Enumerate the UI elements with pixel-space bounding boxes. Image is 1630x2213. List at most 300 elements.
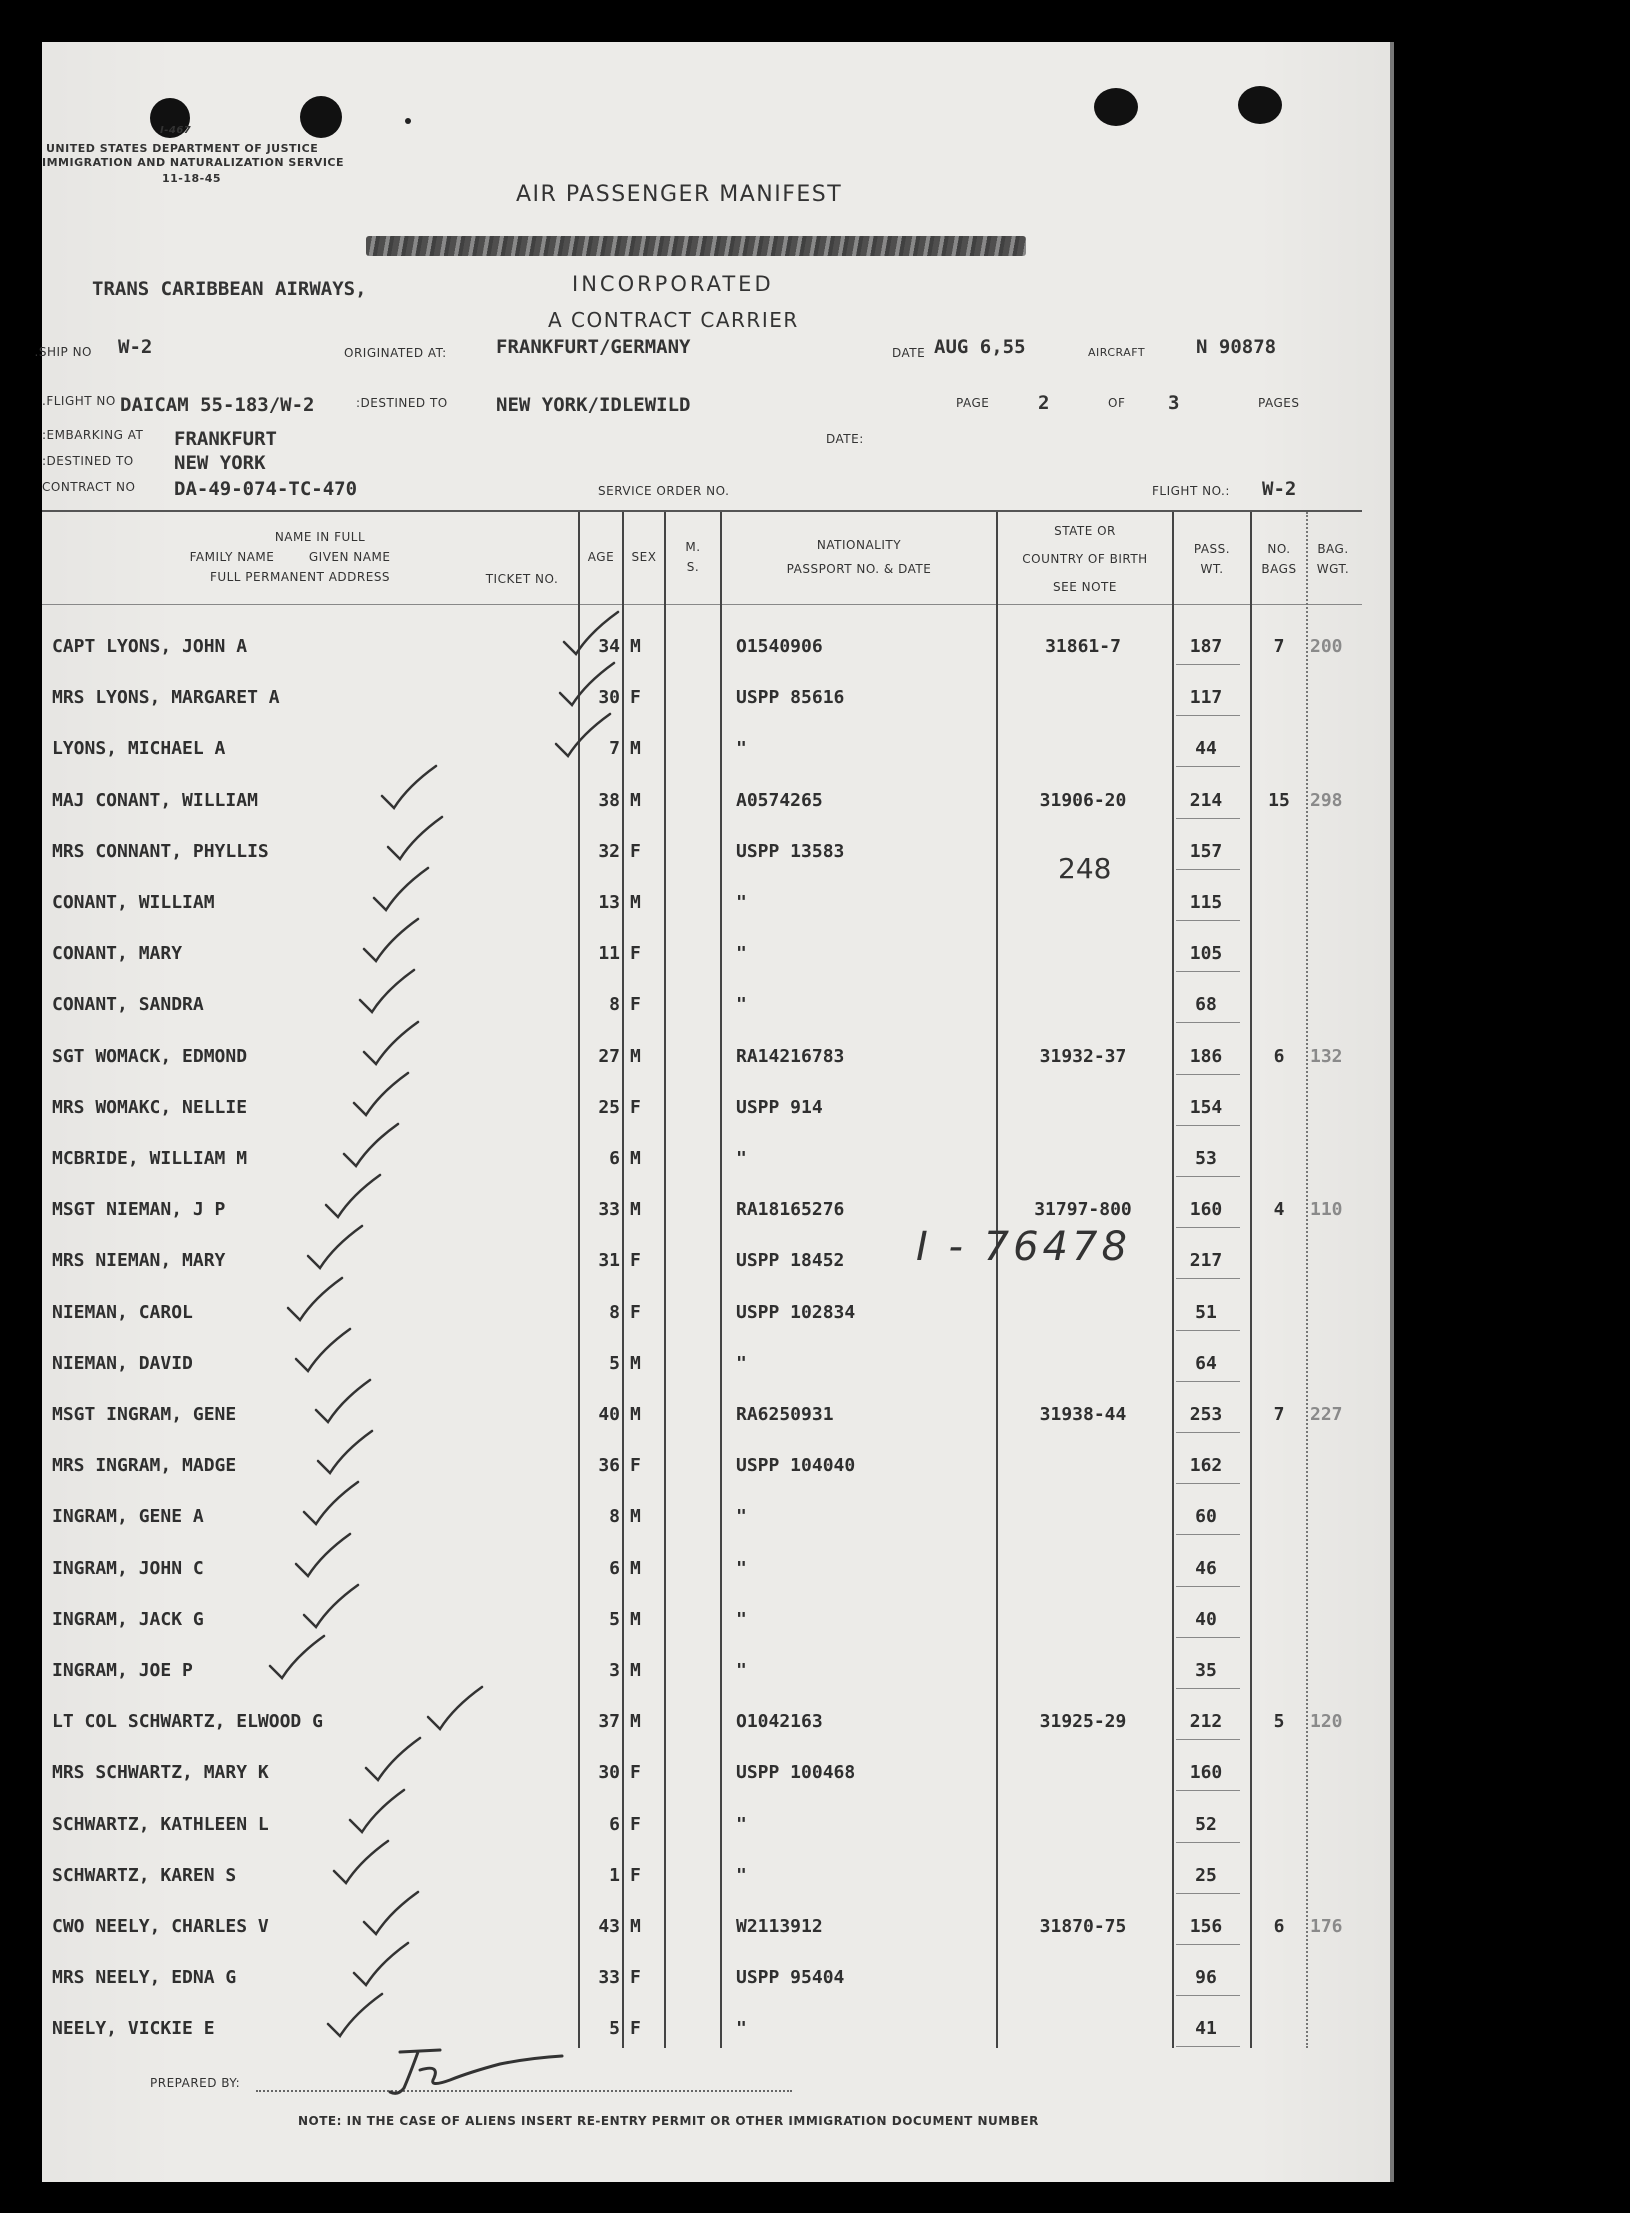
page-title: AIR PASSENGER MANIFEST xyxy=(516,182,843,207)
check-mark xyxy=(370,864,440,914)
table-row xyxy=(0,827,1348,877)
weight-underline xyxy=(1176,1176,1240,1177)
check-mark xyxy=(330,1837,400,1887)
weight-underline xyxy=(1176,1125,1240,1126)
passenger-sex: M xyxy=(630,892,641,913)
speck xyxy=(405,118,411,124)
check-mark xyxy=(350,1939,420,1989)
check-mark xyxy=(312,1376,382,1426)
header-name-line2: FAMILY NAME GIVEN NAME xyxy=(189,550,391,564)
check-mark xyxy=(378,762,448,812)
passenger-sex: M xyxy=(630,1352,641,1374)
passenger-birth: 31797-800 xyxy=(1034,1199,1132,1221)
passenger-sex: F xyxy=(630,1096,641,1118)
header-bags-line2: BAGS xyxy=(1261,562,1297,576)
ship-no-label: SHIP NO. xyxy=(34,345,92,359)
table-row xyxy=(0,980,1348,1030)
passenger-age: 36 xyxy=(598,1455,620,1477)
passenger-passport: O1042163 xyxy=(736,1711,823,1733)
passenger-name: LT COL SCHWARTZ, ELWOOD G xyxy=(52,1711,323,1733)
page-label: PAGE xyxy=(956,396,990,410)
passenger-sex: M xyxy=(630,1557,641,1579)
passenger-sex: F xyxy=(630,840,641,862)
table-row xyxy=(0,673,1348,723)
passenger-weight: 115 xyxy=(1189,892,1223,913)
table-row xyxy=(0,1544,1348,1594)
passenger-age: 5 xyxy=(609,2018,620,2040)
table-row xyxy=(0,1646,1348,1696)
passenger-bag-weight: 227 xyxy=(1310,1404,1343,1425)
weight-underline xyxy=(1176,1074,1240,1075)
passenger-age: 37 xyxy=(598,1711,620,1733)
passenger-sex: F xyxy=(630,1301,641,1323)
passenger-sex: M xyxy=(630,1660,641,1681)
embarking-at-label: EMBARKING AT: xyxy=(42,428,144,442)
table-row xyxy=(0,1032,1348,1082)
passenger-sex: M xyxy=(630,1711,641,1733)
pages-label: PAGES xyxy=(1258,396,1300,410)
check-mark xyxy=(292,1530,362,1580)
passenger-passport: USPP 102834 xyxy=(736,1301,856,1323)
table-row xyxy=(0,1083,1348,1133)
header-age: AGE xyxy=(587,550,615,564)
flight-no2-value: W-2 xyxy=(1262,478,1297,500)
weight-underline xyxy=(1176,1381,1240,1382)
passenger-name: NEELY, VICKIE E xyxy=(52,2018,215,2040)
destined-to-value: NEW YORK/IDLEWILD xyxy=(496,394,691,416)
passenger-passport: " xyxy=(736,1608,747,1630)
passenger-age: 11 xyxy=(598,943,620,965)
weight-underline xyxy=(1176,920,1240,921)
passenger-weight: 157 xyxy=(1189,840,1223,862)
header-ms-line2: S. xyxy=(686,560,700,574)
check-mark xyxy=(356,966,426,1016)
passenger-passport: USPP 18452 xyxy=(736,1250,845,1272)
passenger-age: 34 xyxy=(598,636,620,657)
passenger-sex: F xyxy=(630,1967,641,1989)
passenger-bags: 4 xyxy=(1273,1199,1285,1221)
passenger-weight: 46 xyxy=(1195,1557,1217,1579)
passenger-passport: USPP 100468 xyxy=(736,1762,856,1784)
check-mark xyxy=(340,1120,410,1170)
passenger-bags: 7 xyxy=(1273,1404,1285,1425)
punch-hole-right-1 xyxy=(1094,88,1138,126)
passenger-name: MRS CONNANT, PHYLLIS xyxy=(52,840,269,862)
passenger-age: 3 xyxy=(609,1660,620,1681)
passenger-name: INGRAM, JOE P xyxy=(52,1660,193,1681)
passenger-bag-weight: 298 xyxy=(1310,789,1343,811)
weight-underline xyxy=(1176,1842,1240,1843)
check-mark xyxy=(284,1274,354,1324)
passenger-age: 30 xyxy=(598,687,620,709)
ship-no-value: W-2 xyxy=(118,336,153,358)
passenger-weight: 35 xyxy=(1195,1660,1217,1681)
passenger-weight: 52 xyxy=(1195,1813,1217,1835)
passenger-name: INGRAM, JOHN C xyxy=(52,1557,204,1579)
passenger-weight: 64 xyxy=(1195,1352,1217,1374)
weight-underline xyxy=(1176,1944,1240,1945)
passenger-bags: 6 xyxy=(1273,1916,1285,1937)
check-mark xyxy=(304,1222,374,1272)
passenger-name: MSGT NIEMAN, J P xyxy=(52,1199,226,1221)
passenger-name: MCBRIDE, WILLIAM M xyxy=(52,1148,248,1169)
passenger-bags: 7 xyxy=(1273,636,1285,657)
header-bags-line1: NO. xyxy=(1267,542,1291,556)
check-mark xyxy=(384,813,454,863)
flight-no-value: DAICAM 55-183/W-2 xyxy=(120,394,315,416)
check-mark xyxy=(266,1632,336,1682)
passenger-passport: " xyxy=(736,1864,747,1886)
header-bagwt-line2: WGT. xyxy=(1316,562,1350,576)
passenger-weight: 160 xyxy=(1189,1762,1223,1784)
passenger-weight: 105 xyxy=(1189,943,1223,965)
check-mark xyxy=(292,1325,362,1375)
passenger-passport: A0574265 xyxy=(736,789,823,811)
passenger-name: SCHWARTZ, KATHLEEN L xyxy=(52,1813,269,1835)
passenger-age: 33 xyxy=(598,1967,620,1989)
table-row xyxy=(0,776,1348,826)
table-row xyxy=(0,1288,1348,1338)
table-row xyxy=(0,1595,1348,1645)
date-value: AUG 6,55 xyxy=(934,336,1026,358)
table-row xyxy=(0,929,1348,979)
passenger-name: CONANT, MARY xyxy=(52,943,183,965)
passenger-weight: 187 xyxy=(1189,636,1223,657)
passenger-birth: 31932-37 xyxy=(1039,1045,1127,1067)
check-mark xyxy=(324,1990,394,2040)
passenger-age: 30 xyxy=(598,1762,620,1784)
header-birth-line3: SEE NOTE xyxy=(1053,580,1117,594)
check-mark xyxy=(360,915,430,965)
passenger-passport: " xyxy=(736,943,747,965)
aircraft-value: N 90878 xyxy=(1196,336,1277,358)
table-row xyxy=(0,1748,1348,1798)
passenger-birth: 31938-44 xyxy=(1039,1404,1127,1425)
passenger-name: MRS LYONS, MARGARET A xyxy=(52,687,280,709)
weight-underline xyxy=(1176,1483,1240,1484)
passenger-weight: 217 xyxy=(1189,1250,1223,1272)
passenger-birth: 31861-7 xyxy=(1045,636,1121,657)
passenger-sex: F xyxy=(630,1455,641,1477)
passenger-sex: M xyxy=(630,789,641,811)
header-name-line1: NAME IN FULL xyxy=(274,530,366,544)
passenger-sex: M xyxy=(630,1045,641,1067)
passenger-bag-weight: 200 xyxy=(1310,636,1343,657)
passenger-weight: 60 xyxy=(1195,1506,1217,1528)
check-mark xyxy=(322,1171,392,1221)
passenger-passport: " xyxy=(736,2018,747,2040)
passenger-age: 8 xyxy=(609,1301,620,1323)
passenger-bag-weight: 176 xyxy=(1310,1916,1343,1937)
table-row xyxy=(0,1390,1348,1440)
passenger-passport: " xyxy=(736,892,747,913)
passenger-passport: " xyxy=(736,994,747,1016)
table-row xyxy=(0,1236,1348,1286)
passenger-birth: 31906-20 xyxy=(1039,789,1127,811)
passenger-weight: 156 xyxy=(1189,1916,1223,1937)
passenger-bags: 15 xyxy=(1268,789,1290,811)
of-label: OF xyxy=(1108,396,1126,410)
table-row xyxy=(0,1953,1348,2003)
passenger-sex: M xyxy=(630,1148,641,1169)
form-number: I-467 xyxy=(160,125,192,136)
table-header-rule xyxy=(42,604,1362,605)
weight-underline xyxy=(1176,1278,1240,1279)
check-mark xyxy=(346,1786,416,1836)
table-row xyxy=(0,1800,1348,1850)
check-mark xyxy=(314,1427,384,1477)
passenger-sex: F xyxy=(630,1250,641,1272)
passenger-sex: M xyxy=(630,1506,641,1528)
passenger-passport: USPP 914 xyxy=(736,1096,823,1118)
originated-at-label: ORIGINATED AT: xyxy=(344,346,447,360)
passenger-name: MRS SCHWARTZ, MARY K xyxy=(52,1762,269,1784)
table-row xyxy=(0,1134,1348,1184)
passenger-bag-weight: 120 xyxy=(1310,1711,1343,1733)
passenger-sex: F xyxy=(630,943,641,965)
passenger-name: NIEMAN, DAVID xyxy=(52,1352,193,1374)
destined2-label: DESTINED TO: xyxy=(42,454,134,468)
weight-underline xyxy=(1176,1637,1240,1638)
passenger-name: MRS WOMAKC, NELLIE xyxy=(52,1096,248,1118)
table-row xyxy=(0,2004,1348,2054)
passenger-birth: 31870-75 xyxy=(1039,1916,1127,1937)
check-mark xyxy=(560,608,630,658)
passenger-name: MRS NEELY, EDNA G xyxy=(52,1967,237,1989)
passenger-passport: RA6250931 xyxy=(736,1404,834,1425)
page-value: 2 xyxy=(1038,392,1050,414)
passenger-weight: 25 xyxy=(1195,1864,1217,1886)
passenger-name: LYONS, MICHAEL A xyxy=(52,738,226,760)
passenger-passport: USPP 85616 xyxy=(736,687,845,709)
weight-underline xyxy=(1176,1739,1240,1740)
passenger-sex: M xyxy=(630,1199,641,1221)
embarking-at-value: FRANKFURT xyxy=(174,428,277,450)
passenger-weight: 41 xyxy=(1195,2018,1217,2040)
footer-note: NOTE: IN THE CASE OF ALIENS INSERT RE-ENTRY PERMIT OR OTHER IMMIGRATION DOCUMENT NUMBER xyxy=(298,2114,1039,2128)
passenger-passport: W2113912 xyxy=(736,1916,823,1937)
passenger-weight: 40 xyxy=(1195,1608,1217,1630)
header-birth-line1: STATE OR xyxy=(1054,524,1116,538)
page-edge xyxy=(1390,42,1394,2182)
table-row xyxy=(0,1851,1348,1901)
passenger-sex: M xyxy=(630,636,641,657)
table-row xyxy=(0,622,1348,672)
contract-carrier-label: A CONTRACT CARRIER xyxy=(548,308,799,332)
passenger-age: 6 xyxy=(609,1557,620,1579)
weight-underline xyxy=(1176,766,1240,767)
passenger-age: 27 xyxy=(598,1045,620,1067)
header-ticket: TICKET NO. xyxy=(485,572,559,586)
contract-no-value: DA-49-074-TC-470 xyxy=(174,478,358,500)
check-mark xyxy=(424,1683,494,1733)
passenger-sex: F xyxy=(630,2018,641,2040)
passenger-weight: 186 xyxy=(1189,1045,1223,1067)
passenger-name: CONANT, WILLIAM xyxy=(52,892,215,913)
check-mark xyxy=(360,1888,430,1938)
carrier-name: TRANS CARIBBEAN AIRWAYS, xyxy=(92,278,367,300)
check-mark xyxy=(362,1734,432,1784)
check-mark xyxy=(552,710,622,760)
passenger-name: MAJ CONANT, WILLIAM xyxy=(52,789,258,811)
passenger-age: 5 xyxy=(609,1352,620,1374)
header-nationality-line2: PASSPORT NO. & DATE xyxy=(786,562,932,576)
passenger-birth: 31925-29 xyxy=(1039,1711,1127,1733)
weight-underline xyxy=(1176,1534,1240,1535)
passenger-passport: RA14216783 xyxy=(736,1045,845,1067)
passenger-age: 6 xyxy=(609,1813,620,1835)
passenger-name: SCHWARTZ, KAREN S xyxy=(52,1864,237,1886)
date2-label: DATE: xyxy=(826,432,864,446)
destined2-value: NEW YORK xyxy=(174,452,266,474)
struck-out-line xyxy=(366,236,1026,256)
handwritten-note-248: 248 xyxy=(1058,852,1112,885)
passenger-age: 5 xyxy=(609,1608,620,1630)
passenger-age: 43 xyxy=(598,1916,620,1937)
weight-underline xyxy=(1176,664,1240,665)
table-row xyxy=(0,1185,1348,1235)
header-ms-line1: M. xyxy=(685,540,701,554)
prepared-by-label: PREPARED BY: xyxy=(150,2076,241,2090)
passenger-age: 1 xyxy=(609,1864,620,1886)
table-row xyxy=(0,1339,1348,1389)
passenger-sex: F xyxy=(630,687,641,709)
weight-underline xyxy=(1176,1432,1240,1433)
dept-line-1: UNITED STATES DEPARTMENT OF JUSTICE xyxy=(46,142,319,155)
weight-underline xyxy=(1176,971,1240,972)
passenger-sex: M xyxy=(630,738,641,760)
weight-underline xyxy=(1176,1330,1240,1331)
punch-hole-left-2 xyxy=(300,96,342,138)
weight-underline xyxy=(1176,818,1240,819)
passenger-bags: 5 xyxy=(1273,1711,1285,1733)
table-row xyxy=(0,724,1348,774)
passenger-sex: F xyxy=(630,994,641,1016)
passenger-name: MRS NIEMAN, MARY xyxy=(52,1250,226,1272)
service-order-label: SERVICE ORDER NO. xyxy=(598,484,730,498)
weight-underline xyxy=(1176,1790,1240,1791)
header-sex: SEX xyxy=(631,550,657,564)
passenger-sex: M xyxy=(630,1404,641,1425)
passenger-age: 8 xyxy=(609,994,620,1016)
passenger-name: CAPT LYONS, JOHN A xyxy=(52,636,248,657)
passenger-passport: RA18165276 xyxy=(736,1199,845,1221)
passenger-bag-weight: 132 xyxy=(1310,1045,1343,1067)
passenger-weight: 253 xyxy=(1189,1404,1223,1425)
passenger-name: CWO NEELY, CHARLES V xyxy=(52,1916,269,1937)
passenger-sex: F xyxy=(630,1813,641,1835)
passenger-name: MRS INGRAM, MADGE xyxy=(52,1455,237,1477)
passenger-passport: USPP 95404 xyxy=(736,1967,845,1989)
passenger-passport: " xyxy=(736,1660,747,1681)
dept-line-2: IMMIGRATION AND NATURALIZATION SERVICE xyxy=(42,156,345,169)
passenger-weight: 214 xyxy=(1189,789,1223,811)
passenger-age: 32 xyxy=(598,840,620,862)
weight-underline xyxy=(1176,1688,1240,1689)
passenger-weight: 96 xyxy=(1195,1967,1217,1989)
handwritten-reentry-number: I - 76478 xyxy=(916,1224,1131,1270)
passenger-name: INGRAM, JACK G xyxy=(52,1608,204,1630)
passenger-age: 8 xyxy=(609,1506,620,1528)
table-row xyxy=(0,1697,1348,1747)
table-row xyxy=(0,1492,1348,1542)
passenger-passport: " xyxy=(736,1148,747,1169)
weight-underline xyxy=(1176,2046,1240,2047)
table-top-rule xyxy=(42,510,1362,512)
destined-to-label: DESTINED TO: xyxy=(356,396,448,410)
passenger-name: CONANT, SANDRA xyxy=(52,994,204,1016)
header-birth-line2: COUNTRY OF BIRTH xyxy=(1022,552,1148,566)
passenger-name: NIEMAN, CAROL xyxy=(52,1301,193,1323)
passenger-weight: 160 xyxy=(1189,1199,1223,1221)
passenger-passport: " xyxy=(736,1352,747,1374)
passenger-weight: 53 xyxy=(1195,1148,1217,1169)
flight-no-label: FLIGHT NO. xyxy=(42,394,116,408)
passenger-sex: M xyxy=(630,1916,641,1937)
flight-no2-label: FLIGHT NO.: xyxy=(1152,484,1230,498)
passenger-weight: 44 xyxy=(1195,738,1217,760)
check-mark xyxy=(350,1069,420,1119)
passenger-passport: " xyxy=(736,1557,747,1579)
weight-underline xyxy=(1176,1022,1240,1023)
passenger-weight: 51 xyxy=(1195,1301,1217,1323)
passenger-passport: O1540906 xyxy=(736,636,823,657)
header-nationality-line1: NATIONALITY xyxy=(816,538,902,552)
weight-underline xyxy=(1176,715,1240,716)
passenger-sex: M xyxy=(630,1608,641,1630)
punch-hole-right-2 xyxy=(1238,86,1282,124)
aircraft-label: AIRCRAFT xyxy=(1088,346,1146,359)
passenger-age: 33 xyxy=(598,1199,620,1221)
passenger-sex: F xyxy=(630,1762,641,1784)
header-wt-line1: PASS. xyxy=(1193,542,1231,556)
table-row xyxy=(0,878,1348,928)
passenger-age: 7 xyxy=(609,738,620,760)
passenger-passport: USPP 104040 xyxy=(736,1455,856,1477)
dept-line-3: 11-18-45 xyxy=(162,172,222,185)
contract-no-label: CONTRACT NO xyxy=(42,480,136,494)
passenger-sex: F xyxy=(630,1864,641,1886)
passenger-name: SGT WOMACK, EDMOND xyxy=(52,1045,248,1067)
passenger-passport: " xyxy=(736,738,747,760)
passenger-age: 6 xyxy=(609,1148,620,1169)
passenger-passport: " xyxy=(736,1506,747,1528)
check-mark xyxy=(300,1478,370,1528)
check-mark xyxy=(556,659,626,709)
originated-at-value: FRANKFURT/GERMANY xyxy=(496,336,691,358)
weight-underline xyxy=(1176,1893,1240,1894)
passenger-age: 31 xyxy=(598,1250,620,1272)
passenger-passport: " xyxy=(736,1813,747,1835)
of-value: 3 xyxy=(1168,392,1180,414)
weight-underline xyxy=(1176,1586,1240,1587)
header-bagwt-line1: BAG. xyxy=(1317,542,1349,556)
weight-underline xyxy=(1176,1227,1240,1228)
passenger-weight: 117 xyxy=(1189,687,1223,709)
passenger-weight: 68 xyxy=(1195,994,1217,1016)
passenger-age: 38 xyxy=(598,789,620,811)
passenger-age: 13 xyxy=(598,892,620,913)
incorporated-label: INCORPORATED xyxy=(572,272,774,296)
signature xyxy=(380,2044,570,2104)
table-row xyxy=(0,1441,1348,1491)
weight-underline xyxy=(1176,869,1240,870)
passenger-weight: 212 xyxy=(1189,1711,1223,1733)
passenger-name: MSGT INGRAM, GENE xyxy=(52,1404,237,1425)
passenger-passport: USPP 13583 xyxy=(736,840,845,862)
weight-underline xyxy=(1176,1995,1240,1996)
check-mark xyxy=(300,1581,370,1631)
